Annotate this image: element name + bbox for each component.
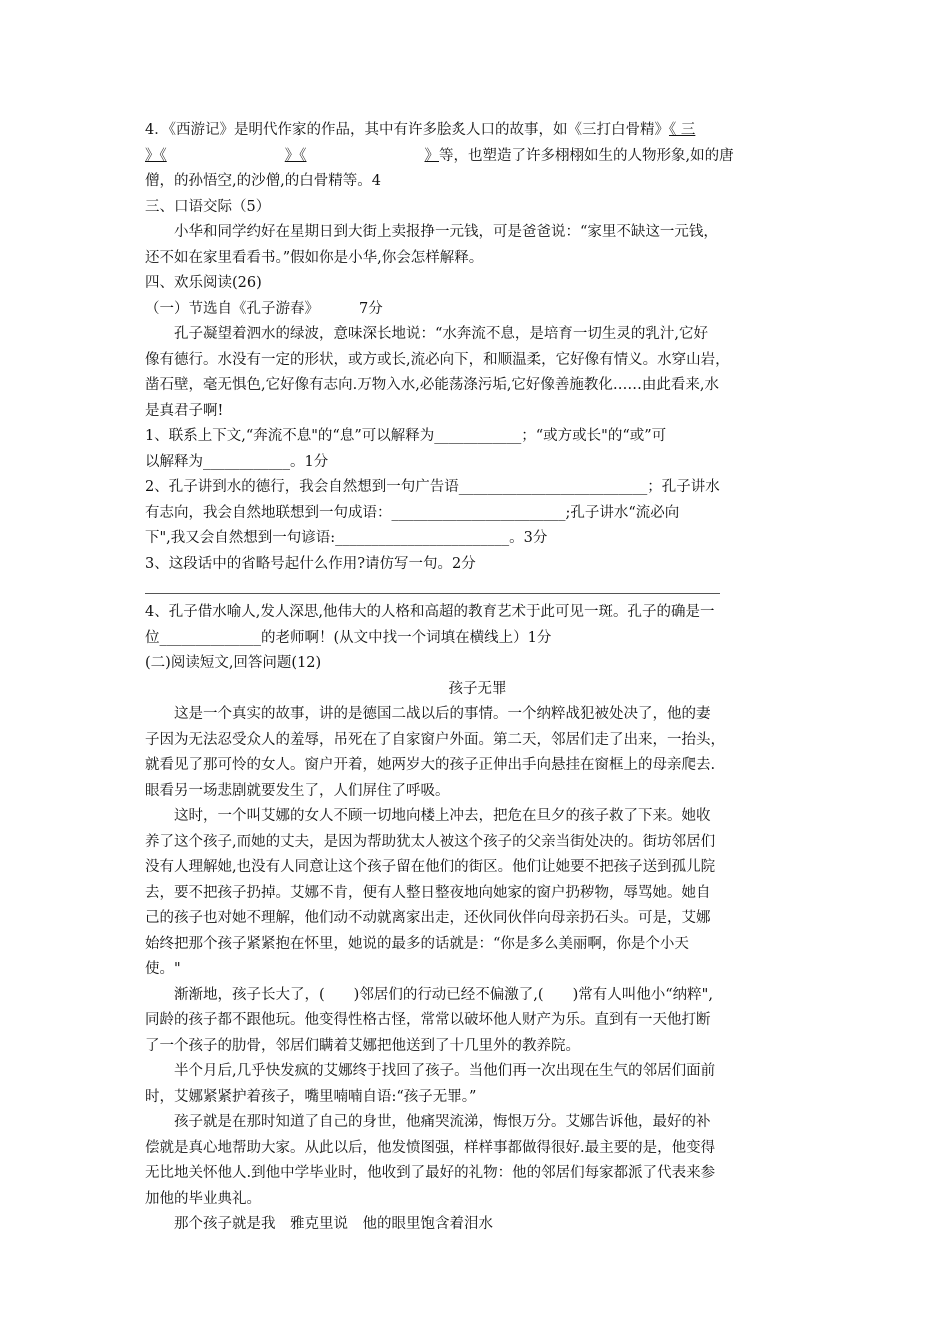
reading-1-heading: （一）节选自《孔子游春》 7分	[145, 300, 383, 317]
story-line-17: 孩子就是在那时知道了自己的身世，他痛哭流涕，悔恨万分。艾娜告诉他，最好的补	[174, 1114, 711, 1130]
story-line-12: 渐渐地，孩子长大了，( )邻居们的行动已经不偏激了,( )常有人叫他小“纳粹",	[174, 986, 713, 1003]
passage-1-line-4: 是真君子啊!	[145, 402, 224, 419]
q4-line-1: 4、孔子借水喻人,发人深思,他伟大的人格和高超的教育艺术于此可见一斑。孔子的确是一	[145, 604, 715, 620]
section-4-heading: 四、欢乐阅读(26)	[145, 275, 262, 291]
section-3-heading: 三、口语交际（5）	[145, 198, 271, 215]
story-line-15: 半个月后,几乎快发疯的艾娜终于找回了孩子。当他们再一次出现在生气的邻居们面前	[174, 1063, 716, 1079]
question-4-line-3: 僧，的孙悟空,的沙僧,的白骨精等。4	[145, 173, 381, 189]
story-line-5: 这时，一个叫艾娜的女人不顾一切地向楼上冲去，把危在旦夕的孩子救了下来。她收	[174, 808, 711, 824]
story-line-6: 养了这个孩子,而她的丈夫，是因为帮助犹太人被这个孩子的父亲当街处决的。街坊邻居们	[145, 833, 716, 850]
story-line-10: 始终把那个孩子紧紧抱在怀里，她说的最多的话就是：“你是多么美丽啊，你是个小天	[145, 935, 689, 952]
passage-1-line-3: 凿石壁，毫无惧色,它好像有志向.万物入水,必能荡涤污垢,它好像善施教化……由此看来,水	[145, 377, 720, 393]
story-line-8: 去，要不把孩子扔掉。艾娜不肯，便有人整日整夜地向她家的窗户扔秽物，辱骂她。她自	[145, 884, 711, 901]
oral-prompt-line-2: 还不如在家里看看书。”假如你是小华,你会怎样解释。	[145, 249, 484, 266]
story-line-21: 那个孩子就是我 雅克里说 他的眼里饱含着泪水	[174, 1216, 493, 1232]
story-line-14: 了一个孩子的肋骨，邻居们瞒着艾娜把他送到了十几里外的教养院。	[145, 1037, 580, 1054]
story-line-9: 己的孩子也对她不理解，他们动不动就离家出走，还伙同伙伴向母亲扔石头。可是，艾娜	[145, 910, 711, 926]
document-page	[145, 118, 810, 1238]
question-4-line-1: 4．《西游记》是明代作家的作品，其中有许多脍炙人口的故事，如《三打白骨精》《 三	[145, 122, 696, 138]
passage-1-line-1: 孔子凝望着泗水的绿波，意味深长地说：“水奔流不息，是培育一切生灵的乳汁,它好	[174, 326, 709, 342]
story-line-7: 没有人理解她,也没有人同意让这个孩子留在他们的街区。他们让她要不把孩子送到孤儿院	[145, 859, 716, 875]
q1-line-1: 1、联系上下文,“奔流不息"的“息”可以解释为____________；“或方或长"的“或”可	[145, 428, 667, 444]
story-line-4: 眼看另一场悲剧就要发生了，人们屏住了呼吸。	[145, 782, 450, 799]
oral-prompt-line-1: 小华和同学约好在星期日到大街上卖报挣一元钱，可是爸爸说：“家里不缺这一元钱，	[174, 224, 718, 240]
q3-line: 3、这段话中的省略号起什么作用?请仿写一句。2分	[145, 555, 476, 572]
story-line-2: 子因为无法忍受众人的羞辱，吊死在了自家窗户外面。第二天，邻居们走了出来，一抬头，	[145, 731, 725, 748]
question-4-line-2: 》《 》《 》等，也塑造了许多栩栩如生的人物形象,如的唐	[145, 147, 734, 164]
answer-line	[145, 579, 720, 594]
story-line-1: 这是一个真实的故事，讲的是德国二战以后的事情。一个纳粹战犯被处决了，他的妻	[174, 706, 711, 722]
passage-1-line-2: 像有德行。水没有一定的形状，或方或长,流必向下，和顺温柔，它好像有情义。水穿山岩，	[145, 351, 730, 368]
story-line-20: 加他的毕业典礼。	[145, 1190, 261, 1207]
story-line-11: 使。"	[145, 961, 181, 977]
story-line-13: 同龄的孩子都不跟他玩。他变得性格古怪，常常以破坏他人财产为乐。直到有一天他打断	[145, 1012, 711, 1028]
reading-2-heading: (二)阅读短文,回答问题(12)	[145, 655, 322, 671]
story-line-18: 偿就是真心地帮助大家。从此以后，他发愤图强，样样事都做得很好.最主要的是，他变得	[145, 1139, 716, 1156]
story-line-16: 时，艾娜紧紧护着孩子，嘴里喃喃自语:“孩子无罪。”	[145, 1088, 477, 1105]
story-title: 孩子无罪	[448, 680, 507, 697]
q2-line-3: 下",我又会自然想到一句谚语:________________________。3分	[145, 530, 548, 546]
q2-line-2: 有志向，我会自然地联想到一句成语：________________________;孔子讲水“流必向	[145, 504, 680, 521]
q2-line-1: 2、孔子讲到水的德行，我会自然想到一句广告语__________________________；孔子讲水	[145, 479, 720, 495]
story-line-3: 就看见了那可怜的女人。窗户开着，她两岁大的孩子正伸出手向悬挂在窗框上的母亲爬去.	[145, 757, 716, 773]
q1-line-2: 以解释为____________。1分	[145, 453, 329, 470]
story-line-19: 无比地关怀他人.到他中学毕业时，他收到了最好的礼物：他的邻居们每家都派了代表来参	[145, 1165, 716, 1181]
q4-line-2: 位______________的老师啊！(从文中找一个词填在横线上）1分	[145, 629, 552, 646]
